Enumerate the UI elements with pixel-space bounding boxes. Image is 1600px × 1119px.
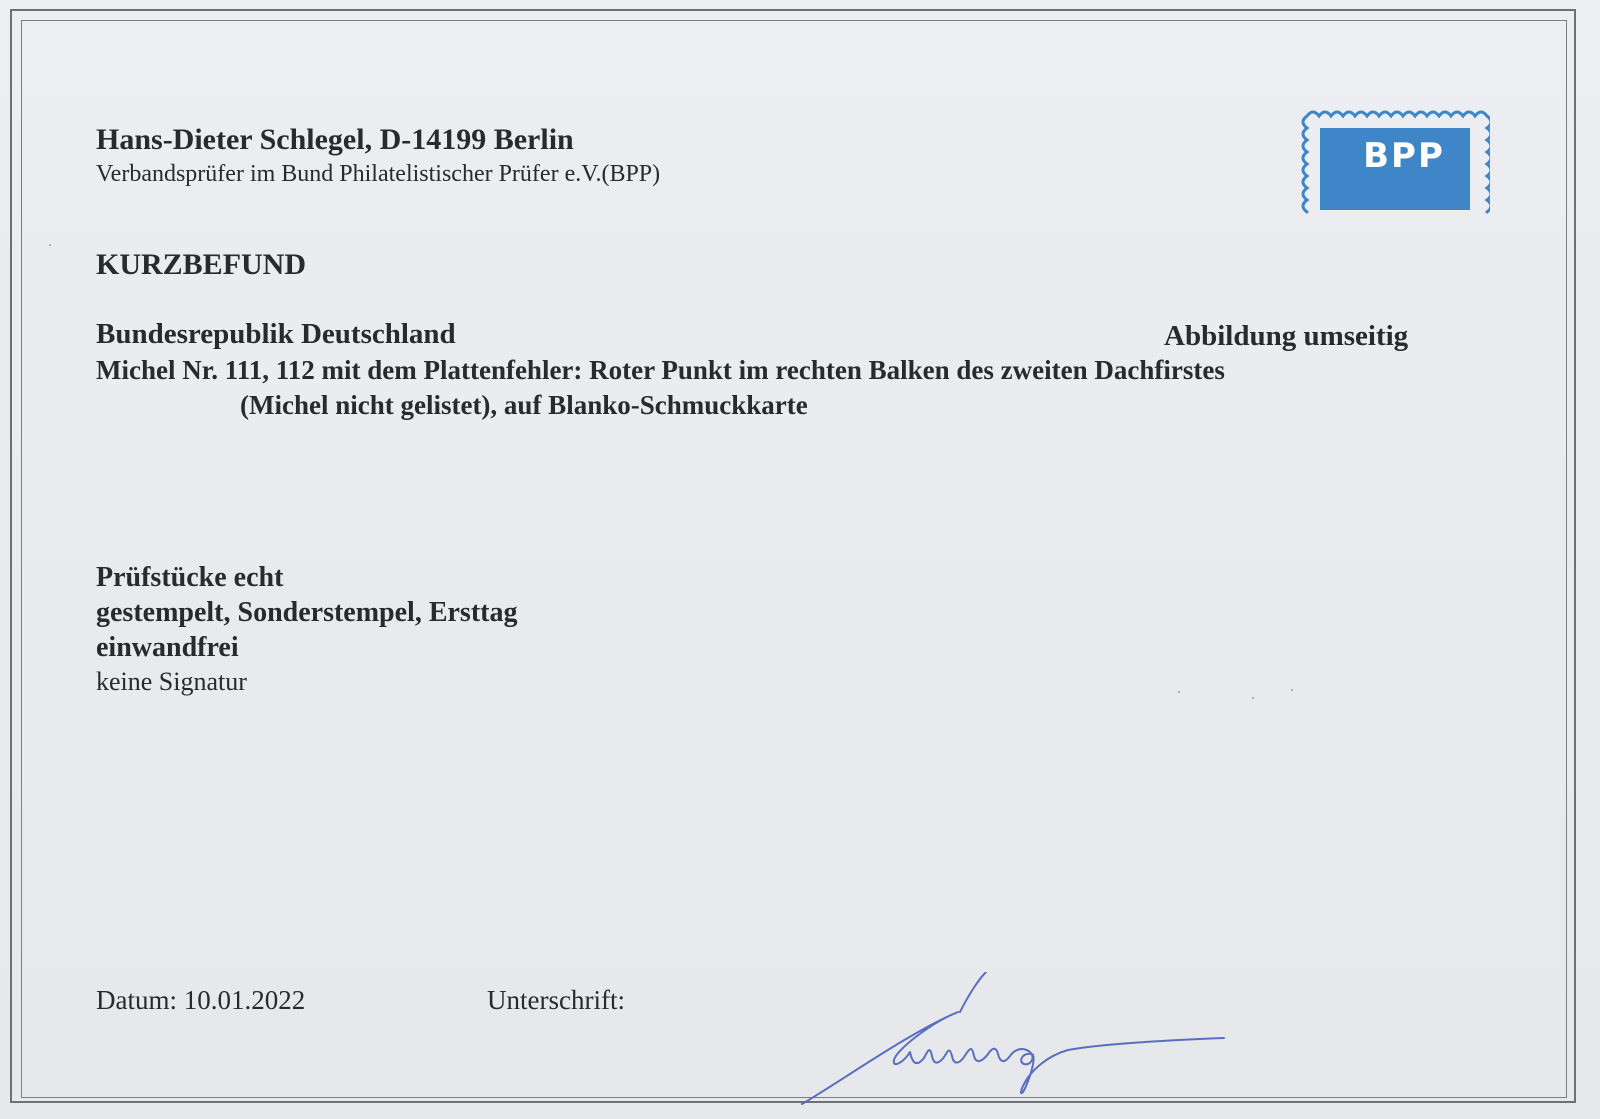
result-condition: einwandfrei [96,632,239,663]
bpp-stamp-logo [1300,104,1490,218]
paper-speck [1291,689,1293,691]
result-signature-note: keine Signatur [96,667,247,696]
result-genuine: Prüfstücke echt [96,562,284,593]
result-cancellation: gestempelt, Sonderstempel, Ersttag [96,597,518,628]
paper-speck [1252,697,1254,699]
signature-label: Unterschrift: [487,985,625,1015]
handwritten-signature [800,972,1240,1107]
illustration-note: Abbildung umseitig [1164,320,1409,352]
examiner-affiliation: Verbandsprüfer im Bund Philatelistischer Prüfer e.V.(BPP) [96,161,661,187]
document-type-heading: KURZBEFUND [96,248,307,281]
country-line: Bundesrepublik Deutschland [96,318,456,350]
examiner-name: Hans-Dieter Schlegel, D-14199 Berlin [96,123,574,156]
paper-speck [1178,691,1180,693]
paper-speck [49,244,51,246]
date-line: Datum: 10.01.2022 [96,985,306,1015]
michel-description-line1: Michel Nr. 111, 112 mit dem Plattenfehler: Roter Punkt im rechten Balken des zweiten Dachfirstes [96,355,1225,385]
bpp-logo-text: BPP [1363,136,1445,176]
michel-description-line2: (Michel nicht gelistet), auf Blanko-Schmuckkarte [240,390,808,420]
